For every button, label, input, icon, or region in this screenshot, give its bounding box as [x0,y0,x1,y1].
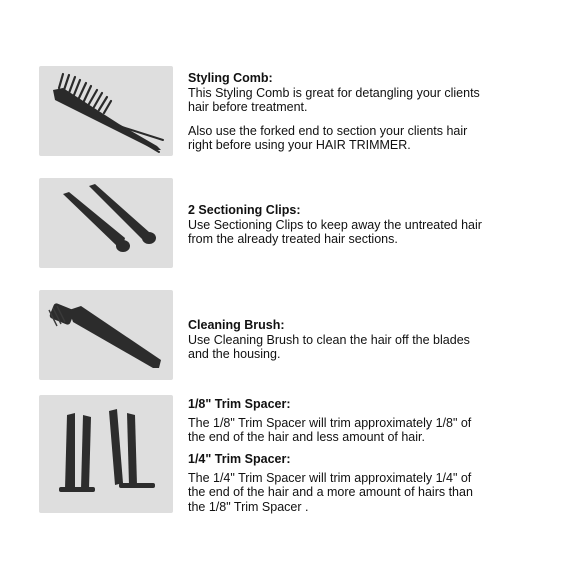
trim-spacer-quarter-description [188,452,518,514]
cleaning-brush-icon [39,290,173,380]
cleaning-brush-description [188,318,518,362]
styling-comb-description [188,71,518,153]
styling-comb-thumbnail [39,66,173,156]
item-title: Cleaning Brush: [188,318,285,332]
cleaning-brush-thumbnail [39,290,173,380]
trim-spacers-icon [39,395,173,513]
item-line: and the housing. [188,347,281,361]
styling-comb-icon [39,66,173,156]
sectioning-clips-description [188,203,518,247]
item-line: The 1/4" Trim Spacer will trim approximately 1/4" of [188,470,472,485]
sectioning-clips-thumbnail [39,178,173,268]
item-line: hair before treatment. [188,100,308,114]
sectioning-clips-icon [39,178,173,268]
item-title: 2 Sectioning Clips: [188,203,301,217]
trim-spacers-thumbnail [39,395,173,513]
item-line: Use Sectioning Clips to keep away the untreated hair [188,217,482,232]
item-line: right before using your HAIR TRIMMER. [188,138,411,152]
item-title: 1/8" Trim Spacer: [188,397,291,411]
item-line: the end of the hair and a more amount of hairs than [188,485,473,499]
item-line: This Styling Comb is great for detangling your clients [188,85,480,100]
item-title: 1/4" Trim Spacer: [188,452,291,466]
item-line: the 1/8" Trim Spacer . [188,499,309,514]
trim-spacer-eighth-description [188,397,518,445]
item-line: the end of the hair and less amount of hair. [188,430,425,444]
item-line: Also use the forked end to section your clients hair [188,123,468,138]
item-title: Styling Comb: [188,71,273,85]
item-line: The 1/8" Trim Spacer will trim approximately 1/8" of [188,415,472,430]
item-line: Use Cleaning Brush to clean the hair off the blades [188,332,470,347]
item-line: from the already treated hair sections. [188,232,398,246]
